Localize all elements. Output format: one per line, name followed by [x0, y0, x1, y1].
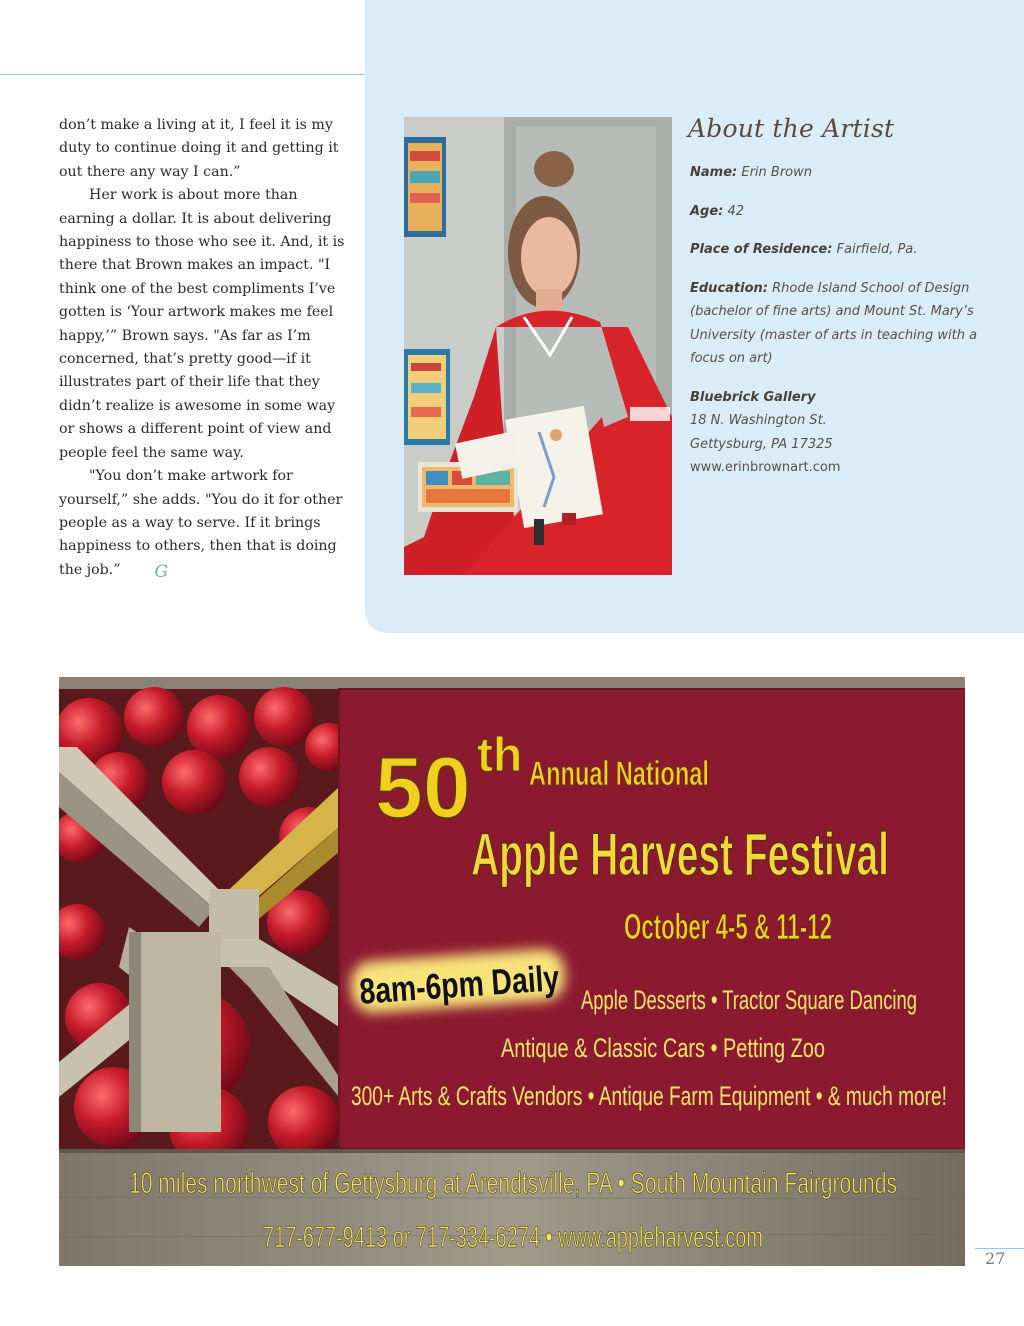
gallery-website-link[interactable]: www.erinbrownart.com	[690, 460, 841, 475]
artist-name-row	[690, 161, 988, 185]
ad-hours: 8am-6pm Daily	[358, 953, 615, 1012]
ad-location: 10 miles northwest of Gettysburg at Arendtsville, PA • South Mountain Fairgrounds	[129, 1167, 897, 1200]
article-paragraph	[59, 465, 351, 582]
ad-line-desserts: Apple Desserts • Tractor Square Dancing	[581, 985, 917, 1015]
about-the-artist	[688, 114, 988, 480]
ad-line-cars: Antique & Classic Cars • Petting Zoo	[501, 1033, 825, 1063]
article-paragraph-text: "You don’t make artwork for yourself,” she adds. "You do it for other people as a way to serve. If it brings happiness to others, then that is doing the job.”	[59, 468, 343, 578]
artist-residence-label: Place of Residence:	[690, 242, 833, 257]
apple-harvest-festival-ad	[59, 677, 965, 1266]
artist-age-label: Age:	[690, 203, 724, 219]
artist-name-label: Name:	[690, 165, 738, 180]
article-text	[59, 114, 351, 582]
artist-age-value: 42	[727, 203, 745, 219]
artist-photo	[404, 117, 672, 575]
artist-residence-row	[690, 238, 988, 262]
article-paragraph: don’t make a living at it, I feel it is my duty to continue doing it and getting it out there any way I can.”	[59, 117, 339, 180]
artist-photo-illustration	[404, 117, 672, 575]
artist-education-value: Rhode Island School of Design (bachelor of fine arts) and Mount St. Mary’s University (master of arts in teaching with a focus on art)	[690, 280, 978, 366]
artist-education-row	[690, 277, 988, 371]
gallery-name-text: Bluebrick Gallery	[690, 389, 816, 405]
ad-line-vendors: 300+ Arts & Crafts Vendors • Antique Farm Equipment • & much more!	[351, 1081, 947, 1111]
artist-age-row	[690, 200, 988, 224]
gallery-name	[690, 386, 988, 410]
gallery-info	[690, 386, 988, 480]
artist-education-label: Education:	[690, 280, 768, 296]
ad-anniversary-subtitle: Annual National	[529, 755, 709, 793]
ad-anniversary-number: 50	[375, 740, 471, 836]
ad-anniversary-suffix: th	[477, 729, 523, 782]
ad-contact[interactable]: 717-677-9413 or 717-334-6274 • www.appleharvest.com	[263, 1221, 763, 1254]
end-mark-icon: G	[154, 561, 169, 582]
page-number: 27	[985, 1249, 1006, 1268]
gallery-city: Gettysburg, PA 17325	[690, 436, 833, 452]
gallery-street: 18 N. Washington St.	[690, 413, 827, 428]
article-paragraph: Her work is about more than earning a dollar. It is about delivering happiness to those who see it. And, it is there that Brown makes an impact. "I think one of the best compliments I’ve gotten is ‘Your artwork makes me feel happy,’” Brown says. "As far as I’m concerned, that’s pretty good—if it illustrates part of their life that they didn’t realize is awesome in some way or shows a different point of view and people feel the same way.	[59, 187, 345, 461]
about-heading: About the Artist	[688, 114, 895, 143]
artist-residence-value: Fairfield, Pa.	[836, 242, 918, 257]
ad-festival-name: Apple Harvest Festival	[471, 821, 889, 888]
ad-dates: October 4-5 & 11-12	[624, 906, 832, 947]
artist-name-value: Erin Brown	[741, 165, 812, 180]
ad-artwork	[59, 677, 965, 1266]
